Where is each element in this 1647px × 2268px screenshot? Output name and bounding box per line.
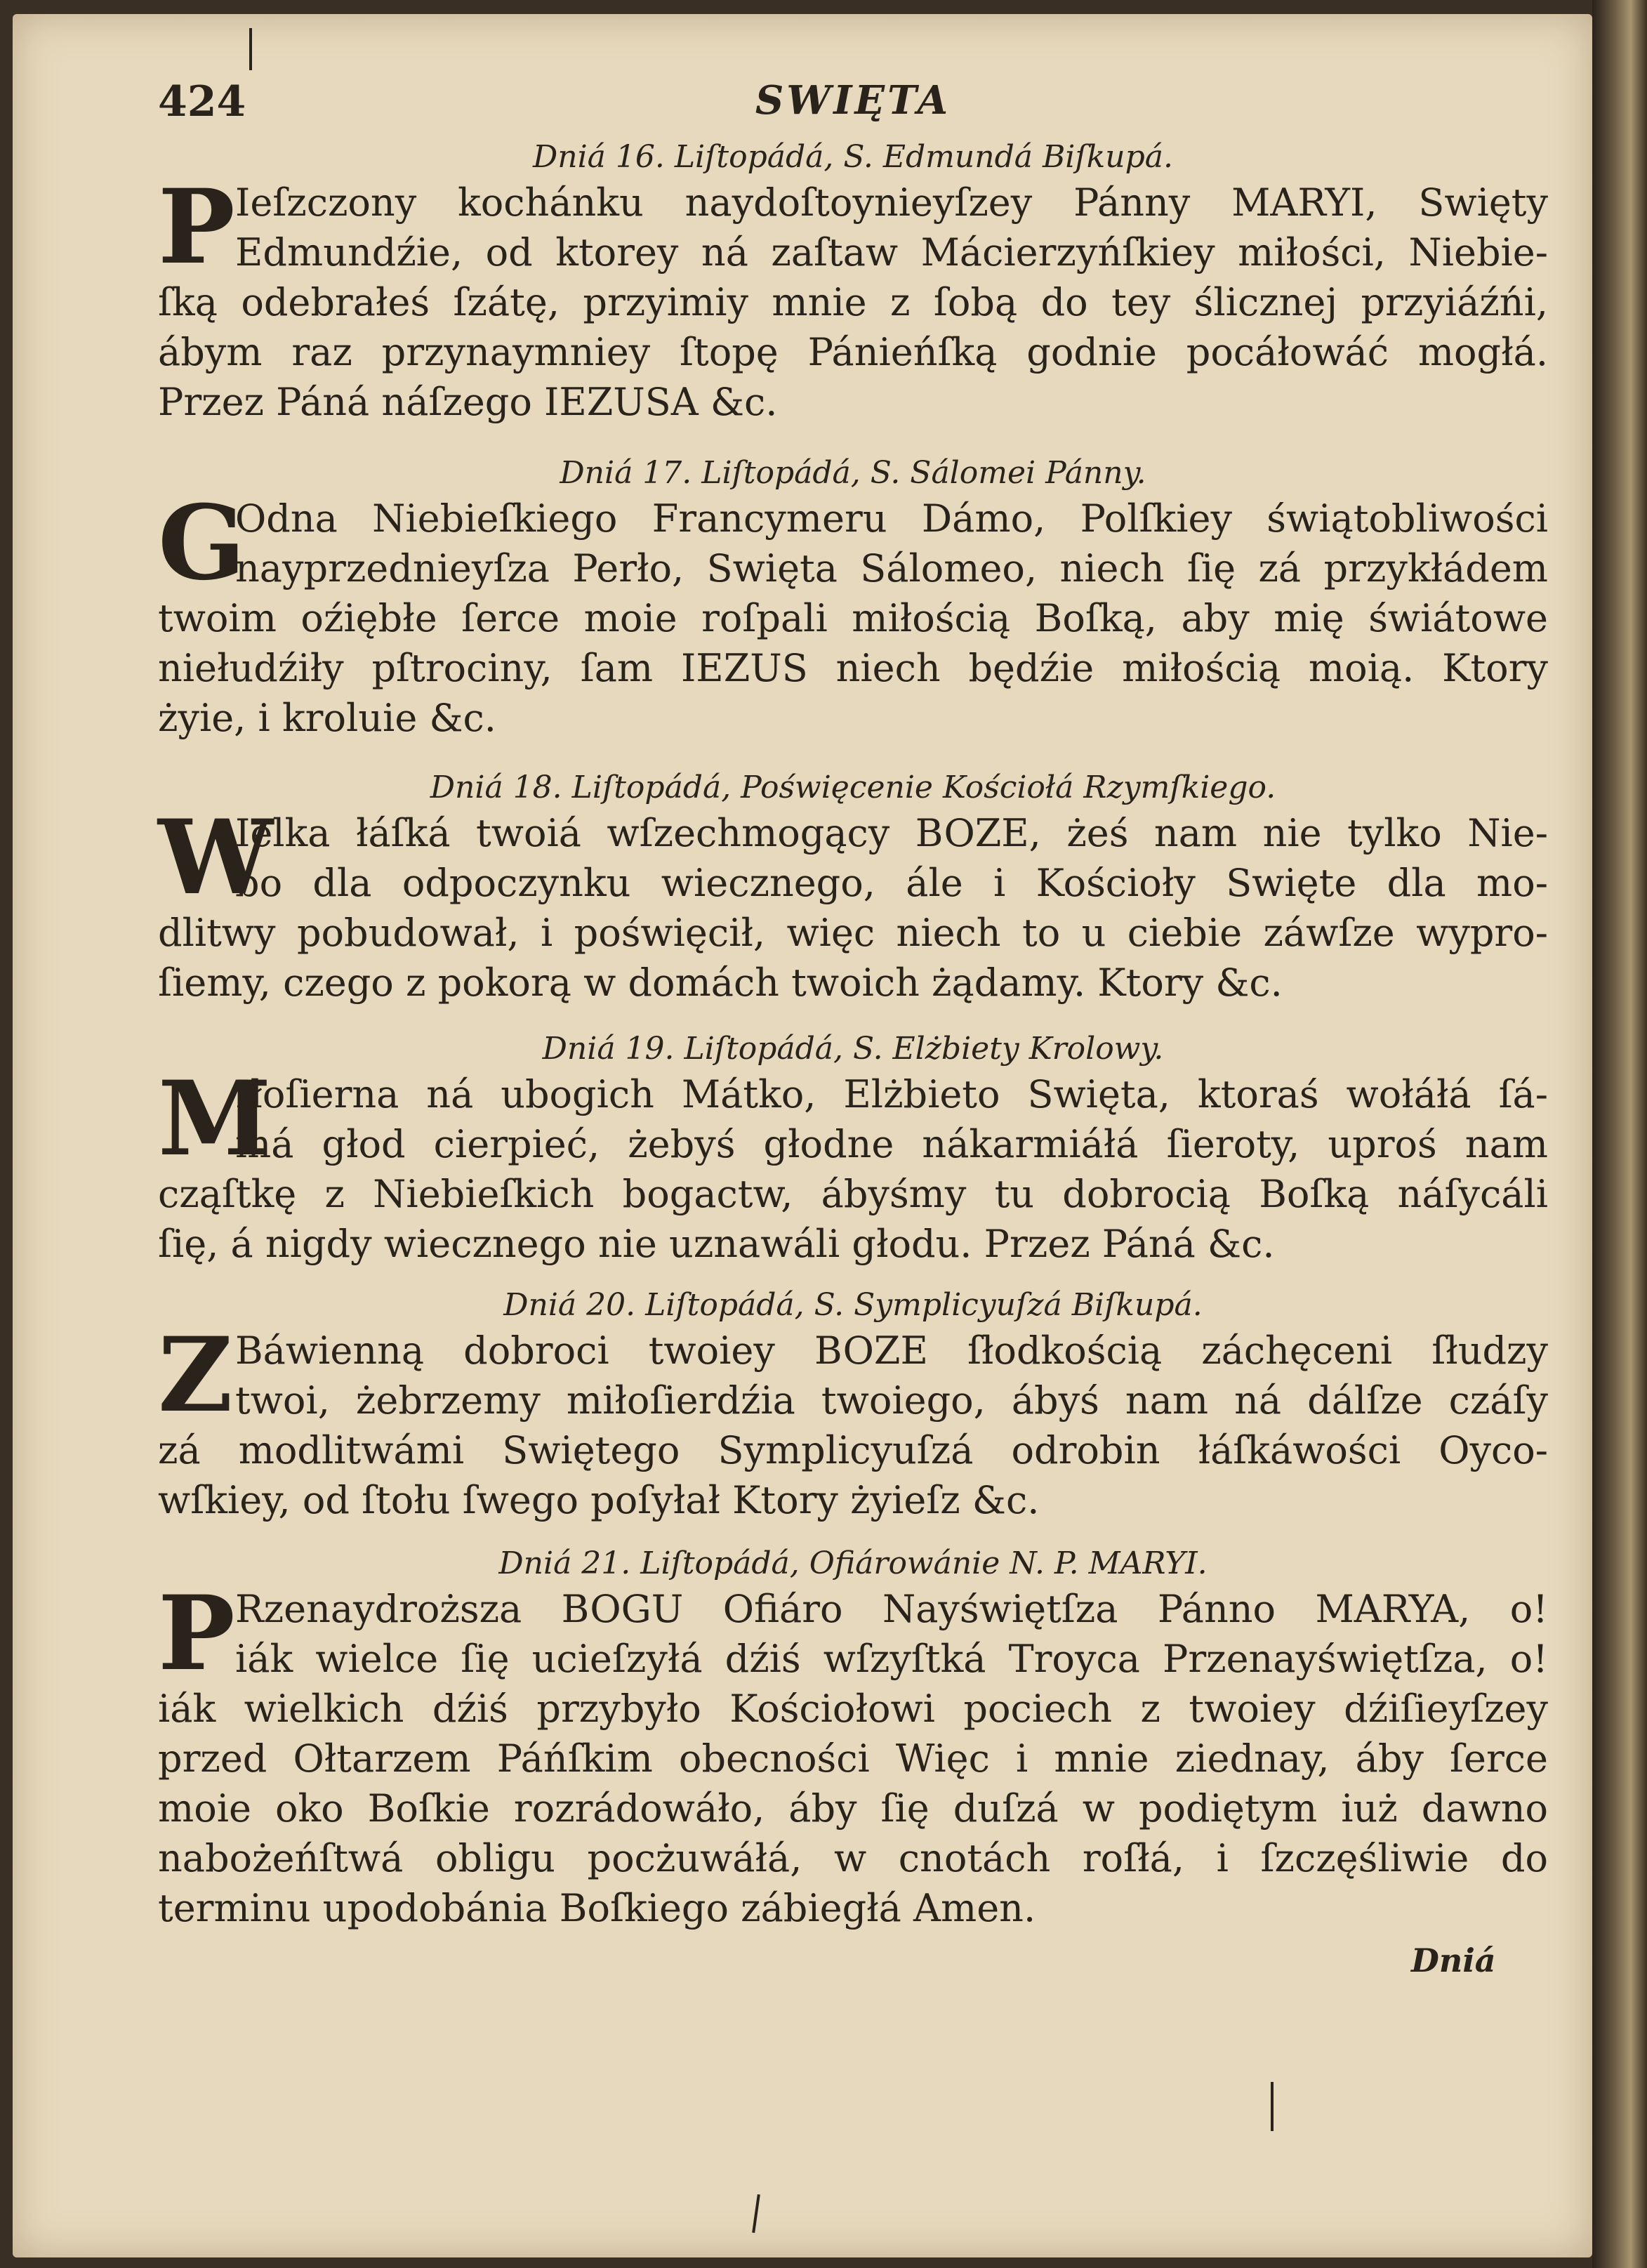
text-line: twoim oźiębłe ſerce moie roſpali miłością Boſką, aby mię świátowe [158, 596, 1548, 640]
text-line: iák wielkich dźiś przybyło Kościołowi pociech z twoiey dźiſieyſzey [158, 1687, 1548, 1731]
text-line: niełudźiły pſtrociny, ſam IEZUS niech będźie miłością moią. Ktory [158, 646, 1548, 690]
text-line: Odna Niebieſkiego Francymeru Dámo, Polſkiey świątobliwości [235, 496, 1548, 541]
section-body [158, 1574, 1548, 1933]
section-body [158, 167, 1548, 427]
text-line: dlitwy pobudował, i poświęcił, więc niech to u ciebie záwſze wypro- [158, 911, 1548, 955]
prayer-section [158, 1029, 1548, 1269]
text-line: twoi, żebrzemy miłoſierdźia twoiego, ábyś nam ná dálſze czáſy [235, 1378, 1548, 1423]
text-line: nabożeńſtwá obligu pocżuwáłá, w cnotách roſłá, i ſzczęśliwie do [158, 1836, 1548, 1880]
section-heading: Dniá 17. Liſtopádá, S. Sálomei Pánny. [560, 455, 1146, 491]
book-spine [1592, 0, 1647, 2268]
text-line: cząſtkę z Niebieſkich bogactw, ábyśmy tu dobrocią Boſką náſycáli [158, 1172, 1548, 1216]
section-heading: Dniá 18. Liſtopádá, Poświęcenie Kościołá Rzymſkiego. [430, 770, 1276, 805]
section-body [158, 483, 1548, 743]
page-header [158, 77, 1548, 133]
prayer-section [158, 137, 1548, 427]
text-line: nayprzednieyſza Perło, Swięta Sálomeo, niech ſię zá przykłádem [235, 546, 1548, 591]
text-line: Ieſzczony kochánku naydoſtoynieyſzey Pánny MARYI, Swięty [235, 180, 1548, 225]
text-line: ſką odebrałeś ſzátę, przyimiy mnie z ſobą do tey ślicznej przyiáźńi, [158, 280, 1548, 324]
text-line: moie oko Boſkie rozrádowáło, áby ſię duſzá w podiętym iuż dawno [158, 1786, 1548, 1831]
running-title: SWIĘTA [755, 77, 951, 124]
text-line: zá modlitwámi Swiętego Symplicyuſzá odrobin łáſkáwości Oyco- [158, 1428, 1548, 1472]
drop-cap-initial: Z [158, 1315, 233, 1435]
text-line: ſię, á nigdy wiecznego nie uznawáli głodu. Przez Páná &c. [158, 1222, 1275, 1266]
prayer-section [158, 453, 1548, 743]
prayer-section [158, 1285, 1548, 1525]
text-line: Ielka łáſká twoiá wſzechmogący BOZE, żeś nam nie tylko Nie- [235, 811, 1548, 855]
section-heading: Dniá 16. Liſtopádá, S. Edmundá Biſkupá. [532, 139, 1174, 175]
text-line: má głod cierpieć, żebyś głodne nákarmiáłá ſieroty, uproś nam [235, 1122, 1548, 1166]
catchword: Dniá [1411, 1941, 1496, 1979]
drop-cap-initial: M [158, 1059, 272, 1179]
text-line: bo dla odpoczynku wiecznego, ále i Kościoły Swięte dla mo- [235, 861, 1548, 905]
prayer-section [158, 1543, 1548, 1933]
text-line: terminu upodobánia Boſkiego zábiegłá Amen. [158, 1886, 1036, 1930]
drop-cap-initial: P [158, 167, 235, 287]
section-heading: Dniá 20. Liſtopádá, S. Symplicyuſzá Biſkupá. [503, 1287, 1203, 1323]
section-body [158, 1315, 1548, 1525]
drop-cap-initial: G [158, 483, 246, 603]
text-line: żyie, i kroluie &c. [158, 696, 496, 740]
text-line: Przez Páná náſzego IEZUSA &c. [158, 380, 778, 424]
drop-cap-initial: P [158, 1574, 235, 1694]
text-line: Rzenaydroższa BOGU Ofiáro Nayświętſza Pánno MARYA, o! [235, 1587, 1548, 1631]
section-heading: Dniá 21. Liſtopádá, Ofiárowánie N. P. MARYI. [498, 1545, 1208, 1581]
ink-mark [249, 28, 252, 70]
text-line: Báwienną dobroci twoiey BOZE ſłodkością záchęceni ſłudzy [235, 1329, 1548, 1373]
text-line: przed Ołtarzem Páńſkim obecności Więc i mnie ziednay, áby ſerce [158, 1736, 1548, 1781]
section-body [158, 798, 1548, 1008]
text-line: Edmundźie, od ktorey ná zaſtaw Mácierzyńſkiey miłości, Niebie- [235, 230, 1548, 275]
text-line: ábym raz przynaymniey ſtopę Pánieńſką godnie pocáłowáć mogłá. [158, 330, 1548, 374]
section-heading: Dniá 19. Liſtopádá, S. Elżbiety Krolowy. [542, 1031, 1164, 1067]
prayer-section [158, 767, 1548, 1008]
ink-mark [1271, 2082, 1274, 2131]
text-line: iák wielce ſię ucieſzyłá dźiś wſzyſtká Troyca Przenayświętſza, o! [235, 1637, 1548, 1681]
page-number: 424 [158, 77, 246, 126]
drop-cap-initial: W [158, 798, 273, 918]
text-line: ſiemy, czego z pokorą w domách twoich żądamy. Ktory &c. [158, 961, 1283, 1005]
section-body [158, 1059, 1548, 1269]
text-line: wſkiey, od ſtołu ſwego poſyłał Ktory żyieſz &c. [158, 1478, 1040, 1522]
text-line: Iłoſierna ná ubogich Mátko, Elżbieto Swięta, ktoraś wołáłá ſá- [235, 1072, 1548, 1116]
